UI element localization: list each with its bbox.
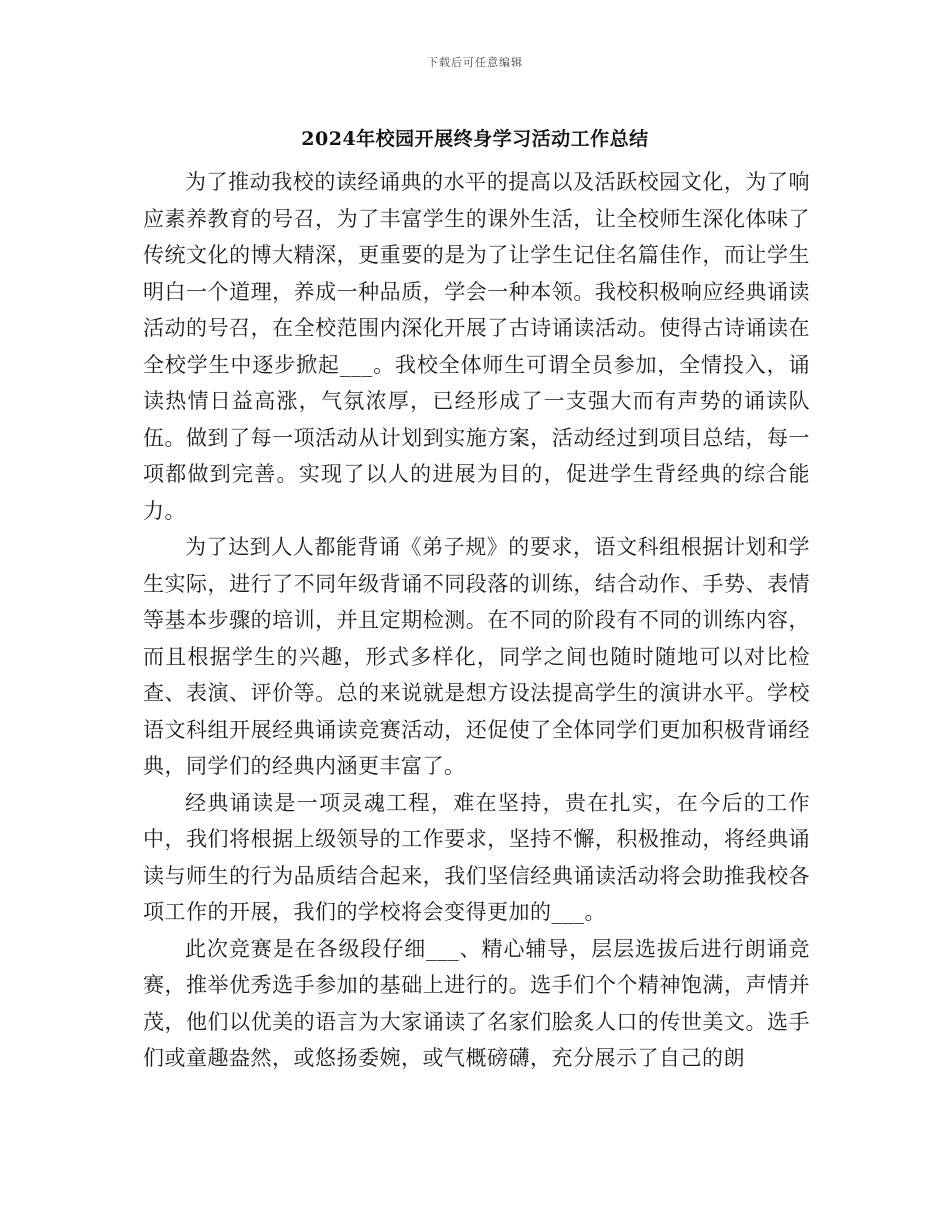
document-title: 2024年校园开展终身学习活动工作总结: [301, 128, 649, 150]
paragraph-3: 经典诵读是一项灵魂工程，难在坚持，贵在扎实，在今后的工作中，我们将根据上级领导的工作要求，坚持不懈，积极推动，将经典诵读与师生的行为品质结合起来，我们坚信经典诵读活动将会助推我校各项工作的开展，我们的学校将会变得更加的___。: [143, 790, 810, 924]
paragraph-2: 为了达到人人都能背诵《弟子规》的要求，语文科组根据计划和学生实际，进行了不同年级背诵不同段落的训练，结合动作、手势、表情等基本步骤的培训，并且定期检测。在不同的阶段有不同的训练内容，而且根据学生的兴趣，形式多样化，同学之间也随时随地可以对比检查、表演、评价等。总的来说就是想方设法提高学生的演讲水平。学校语文科组开展经典诵读竞赛活动，还促使了全体同学们更加积极背诵经典，同学们的经典内涵更丰富了。: [143, 535, 810, 778]
paragraph-1: 为了推动我校的读经诵典的水平的提高以及活跃校园文化，为了响应素养教育的号召，为了丰富学生的课外生活，让全校师生深化体味了传统文化的博大精深，更重要的是为了让学生记住名篇佳作，而让学生明白一个道理，养成一种品质，学会一种本领。我校积极响应经典诵读活动的号召，在全校范围内深化开展了古诗诵读活动。使得古诗诵读在全校学生中逐步掀起___。我校全体师生可谓全员参加，全情投入，诵读热情日益高涨，气氛浓厚，已经形成了一支强大而有声势的诵读队伍。做到了每一项活动从计划到实施方案，活动经过到项目总结，每一项都做到完善。实现了以人的进展为目的，促进学生背经典的综合能力。: [143, 170, 810, 523]
header-note: 下载后可任意编辑: [427, 56, 523, 69]
document-body: [143, 164, 810, 1077]
paragraph-4: 此次竞赛是在各级段仔细___、精心辅导，层层选拔后进行朗诵竞赛，推举优秀选手参加的基础上进行的。选手们个个精神饱满，声情并茂，他们以优美的语言为大家诵读了名家们脍炙人口的传世美文。选手们或童趣盎然，或悠扬委婉，或气概磅礴，充分展示了自己的朗: [143, 936, 810, 1070]
